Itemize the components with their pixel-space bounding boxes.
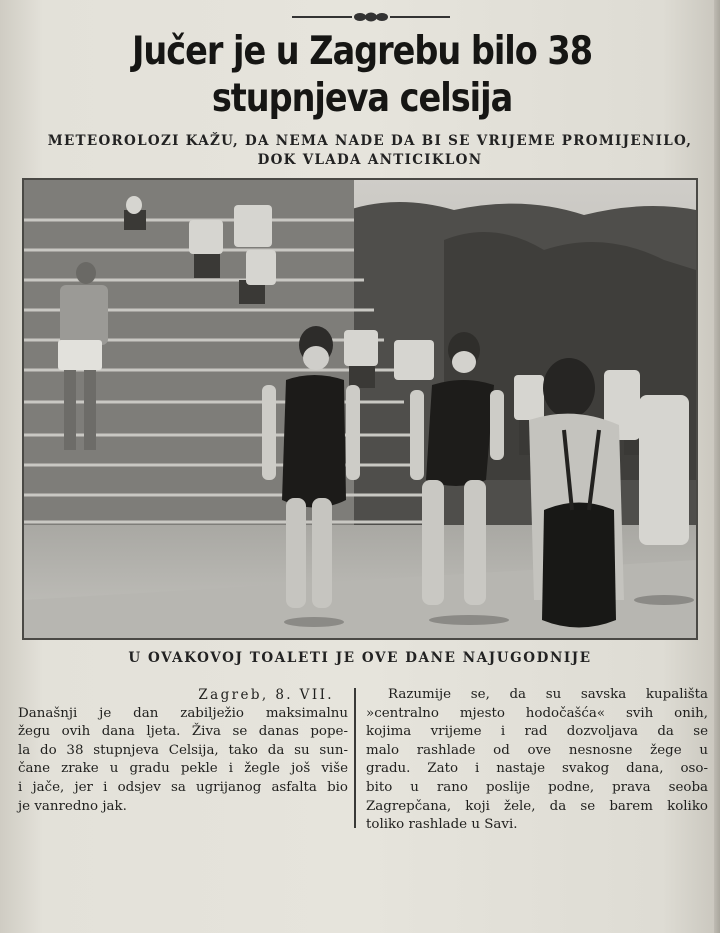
right-line: kojima vrijeme i rad dozvoljava da se <box>366 724 708 740</box>
left-column <box>18 686 348 816</box>
dateline: Zagreb, 8. VII. <box>198 687 334 703</box>
photo-caption: U OVAKOVOJ TOALETI JE OVE DANE NAJUGODNIJE <box>128 650 592 666</box>
right-column <box>366 686 708 835</box>
left-line: žegu ovih dana ljeta. Živa se danas pope- <box>18 724 348 740</box>
article-photo <box>22 178 698 640</box>
page-edge <box>714 0 720 933</box>
left-line: čane zrake u gradu pekle i žegle još više <box>18 761 348 777</box>
right-line: malo rashlade od ove nesnosne žege u <box>366 742 708 758</box>
ornament-divider <box>292 12 450 22</box>
column-divider <box>354 688 356 828</box>
right-line: gradu. Zato i nastaje svakog dana, oso- <box>366 761 708 777</box>
subhead-line-1: METEOROLOZI KAŽU, DA NEMA NADE DA BI SE VRIJEME PROMIJENILO, <box>47 133 693 149</box>
right-line: bito u rano poslije podne, prava seoba <box>366 779 708 795</box>
right-line: Zagrepčana, koji žele, da se barem koliko <box>366 798 708 814</box>
left-line: Današnji je dan zabilježio maksimalnu <box>18 705 348 721</box>
article-headline: Jučer je u Zagrebu bilo 38 stupnjeva celsija <box>131 29 593 121</box>
right-line: Razumije se, da su savska kupališta <box>388 687 708 702</box>
right-line: »centralno mjesto hodočašća« svih onih, <box>366 705 708 721</box>
left-line: i jače, jer i odsjev sa ugrijanog asfalta bio <box>18 779 348 795</box>
left-line: la do 38 stupnjeva Celsija, tako da su sun- <box>18 742 348 758</box>
article-subhead <box>20 132 720 170</box>
subhead-line-2: DOK VLADA ANTICIKLON <box>257 152 483 168</box>
right-line: toliko rashlade u Savi. <box>366 817 518 833</box>
left-line: je vanredno jak. <box>18 798 127 814</box>
